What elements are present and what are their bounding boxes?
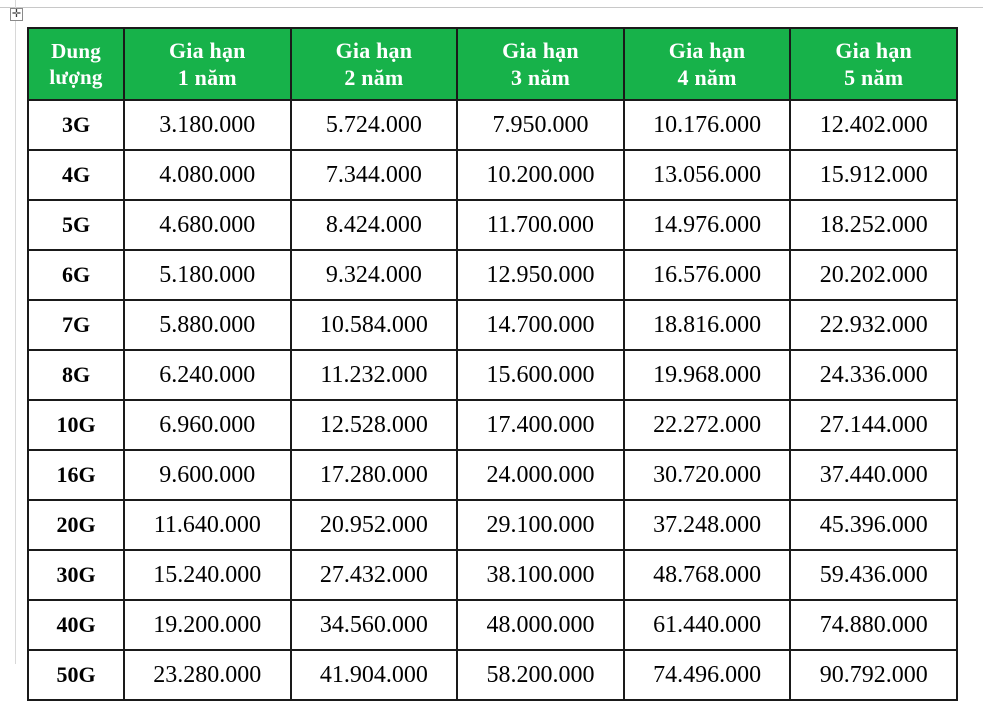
cell-year-3: 15.600.000 [457,350,624,400]
table-row [28,500,957,550]
table-row [28,300,957,350]
cell-year-3: 11.700.000 [457,200,624,250]
cell-year-4: 14.976.000 [624,200,791,250]
cell-year-4: 74.496.000 [624,650,791,700]
table-header-row [28,28,957,100]
cell-year-5: 18.252.000 [790,200,957,250]
table-header [28,28,957,100]
cell-year-2: 20.952.000 [291,500,458,550]
renewal-price-table [27,27,958,701]
column-header-year-3-line1: Gia hạn [502,37,579,63]
cell-capacity: 5G [28,200,124,250]
cell-year-5: 22.932.000 [790,300,957,350]
table-row [28,400,957,450]
cell-year-3: 38.100.000 [457,550,624,600]
cell-year-2: 10.584.000 [291,300,458,350]
cell-year-5: 37.440.000 [790,450,957,500]
cell-year-3: 12.950.000 [457,250,624,300]
cell-year-1: 4.080.000 [124,150,291,200]
cell-year-4: 37.248.000 [624,500,791,550]
cell-year-2: 9.324.000 [291,250,458,300]
cell-year-4: 18.816.000 [624,300,791,350]
cell-year-2: 11.232.000 [291,350,458,400]
cell-year-4: 61.440.000 [624,600,791,650]
cell-year-1: 5.180.000 [124,250,291,300]
cell-year-3: 48.000.000 [457,600,624,650]
cell-capacity: 3G [28,100,124,150]
cell-capacity: 16G [28,450,124,500]
column-header-capacity-line2: lượng [49,65,103,89]
cell-year-1: 15.240.000 [124,550,291,600]
cell-capacity: 10G [28,400,124,450]
column-header-year-5-line2: 5 năm [844,65,904,90]
cell-year-1: 3.180.000 [124,100,291,150]
cell-year-2: 41.904.000 [291,650,458,700]
cell-year-1: 9.600.000 [124,450,291,500]
cell-capacity: 4G [28,150,124,200]
column-header-year-4-line2: 4 năm [677,65,737,90]
table-row [28,200,957,250]
cell-capacity: 8G [28,350,124,400]
table-move-handle-icon[interactable]: ✛ [11,8,22,20]
column-header-year-3 [457,28,624,100]
cell-year-5: 24.336.000 [790,350,957,400]
column-header-capacity [28,28,124,100]
table-row [28,250,957,300]
table-row [28,650,957,700]
cell-year-1: 5.880.000 [124,300,291,350]
cell-year-5: 45.396.000 [790,500,957,550]
column-header-year-1-line2: 1 năm [177,65,237,90]
cell-capacity: 30G [28,550,124,600]
cell-year-5: 12.402.000 [790,100,957,150]
cell-year-1: 23.280.000 [124,650,291,700]
price-table-container [27,27,958,701]
cell-year-4: 48.768.000 [624,550,791,600]
table-row [28,450,957,500]
cell-year-2: 8.424.000 [291,200,458,250]
column-header-year-1-line1: Gia hạn [168,37,246,63]
cell-year-3: 24.000.000 [457,450,624,500]
cell-capacity: 40G [28,600,124,650]
column-header-year-4-line1: Gia hạn [668,37,746,63]
cell-year-4: 10.176.000 [624,100,791,150]
page-top-guide-line [0,7,983,8]
table-row [28,150,957,200]
cell-year-3: 14.700.000 [457,300,624,350]
column-header-year-3-line2: 3 năm [510,65,571,90]
cell-year-2: 27.432.000 [291,550,458,600]
column-header-capacity-line1: Dung [51,38,101,63]
table-row [28,550,957,600]
cell-year-5: 74.880.000 [790,600,957,650]
column-header-year-2 [291,28,458,100]
column-header-year-2-line1: Gia hạn [335,37,413,63]
cell-capacity: 6G [28,250,124,300]
cell-year-2: 34.560.000 [291,600,458,650]
cell-year-1: 11.640.000 [124,500,291,550]
cell-year-5: 27.144.000 [790,400,957,450]
cell-year-5: 15.912.000 [790,150,957,200]
table-row [28,600,957,650]
column-header-year-5 [790,28,957,100]
cell-year-4: 13.056.000 [624,150,791,200]
cell-year-1: 4.680.000 [124,200,291,250]
cell-year-5: 59.436.000 [790,550,957,600]
cell-year-1: 6.240.000 [124,350,291,400]
cell-year-3: 10.200.000 [457,150,624,200]
cell-year-2: 5.724.000 [291,100,458,150]
cell-year-1: 19.200.000 [124,600,291,650]
table-row [28,350,957,400]
table-body [28,100,957,700]
cell-year-5: 90.792.000 [790,650,957,700]
cell-year-5: 20.202.000 [790,250,957,300]
cell-capacity: 7G [28,300,124,350]
page-left-guide-line [15,0,16,664]
cell-capacity: 20G [28,500,124,550]
cell-year-2: 17.280.000 [291,450,458,500]
cell-year-3: 7.950.000 [457,100,624,150]
cell-year-4: 16.576.000 [624,250,791,300]
table-row [28,100,957,150]
cell-year-2: 12.528.000 [291,400,458,450]
cell-year-3: 17.400.000 [457,400,624,450]
cell-year-3: 58.200.000 [457,650,624,700]
cell-year-4: 22.272.000 [624,400,791,450]
cell-year-2: 7.344.000 [291,150,458,200]
cell-year-1: 6.960.000 [124,400,291,450]
cell-capacity: 50G [28,650,124,700]
cell-year-4: 30.720.000 [624,450,791,500]
column-header-year-4 [624,28,791,100]
column-header-year-5-line1: Gia hạn [835,37,912,63]
column-header-year-1 [124,28,291,100]
column-header-year-2-line2: 2 năm [344,65,404,90]
cell-year-4: 19.968.000 [624,350,791,400]
cell-year-3: 29.100.000 [457,500,624,550]
